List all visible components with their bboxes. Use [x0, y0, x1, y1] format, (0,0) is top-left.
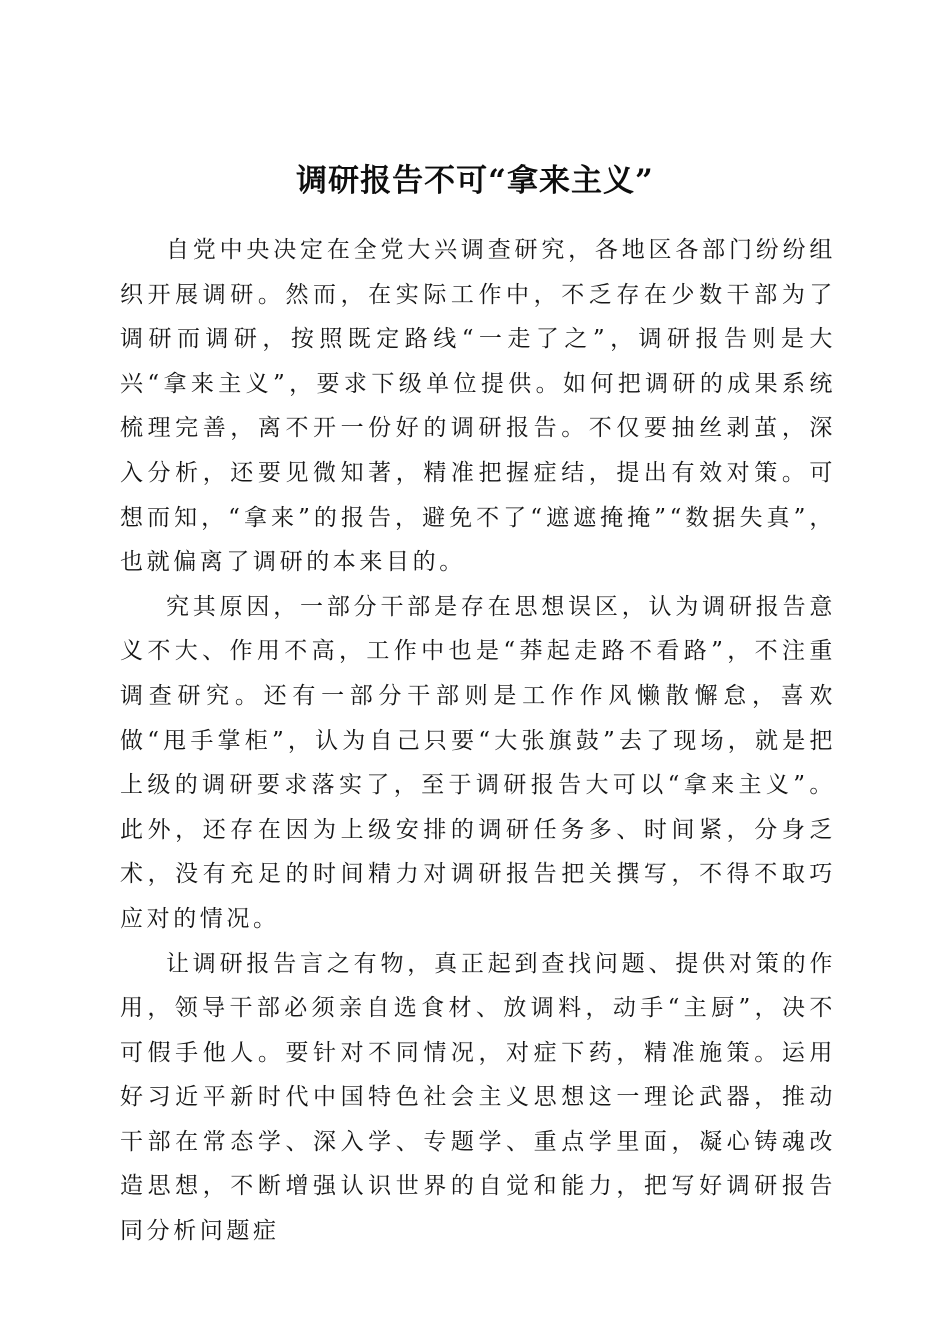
paragraph-2: 究其原因，一部分干部是存在思想误区，认为调研报告意义不大、作用不高，工作中也是“莽起走路不看路”，不注重调查研究。还有一部分干部则是工作作风懒散懈怠，喜欢做“甩手掌柜”，认为自己只要“大张旗鼓”去了现场，就是把上级的调研要求落实了，至于调研报告大可以“拿来主义”。此外，还存在因为上级安排的调研任务多、时间紧，分身乏术，没有充足的时间精力对调研报告把关撰写，不得不取巧应对的情况。	[120, 593, 836, 932]
document-body	[120, 228, 836, 1254]
paragraph-3: 让调研报告言之有物，真正起到查找问题、提供对策的作用，领导干部必须亲自选食材、放调料，动手“主厨”，决不可假手他人。要针对不同情况，对症下药，精准施策。运用好习近平新时代中国特色社会主义思想这一理论武器，推动干部在常态学、深入学、专题学、重点学里面，凝心铸魂改造思想，不断增强认识世界的自觉和能力，把写好调研报告同分析问题症	[120, 950, 836, 1245]
paragraph-1: 自党中央决定在全党大兴调查研究，各地区各部门纷纷组织开展调研。然而，在实际工作中，不乏存在少数干部为了调研而调研，按照既定路线“一走了之”，调研报告则是大兴“拿来主义”，要求下级单位提供。如何把调研的成果系统梳理完善，离不开一份好的调研报告。不仅要抽丝剥茧，深入分析，还要见微知著，精准把握症结，提出有效对策。可想而知，“拿来”的报告，避免不了“遮遮掩掩”“数据失真”，也就偏离了调研的本来目的。	[120, 237, 836, 576]
document-title: 调研报告不可“拿来主义”	[296, 162, 654, 199]
